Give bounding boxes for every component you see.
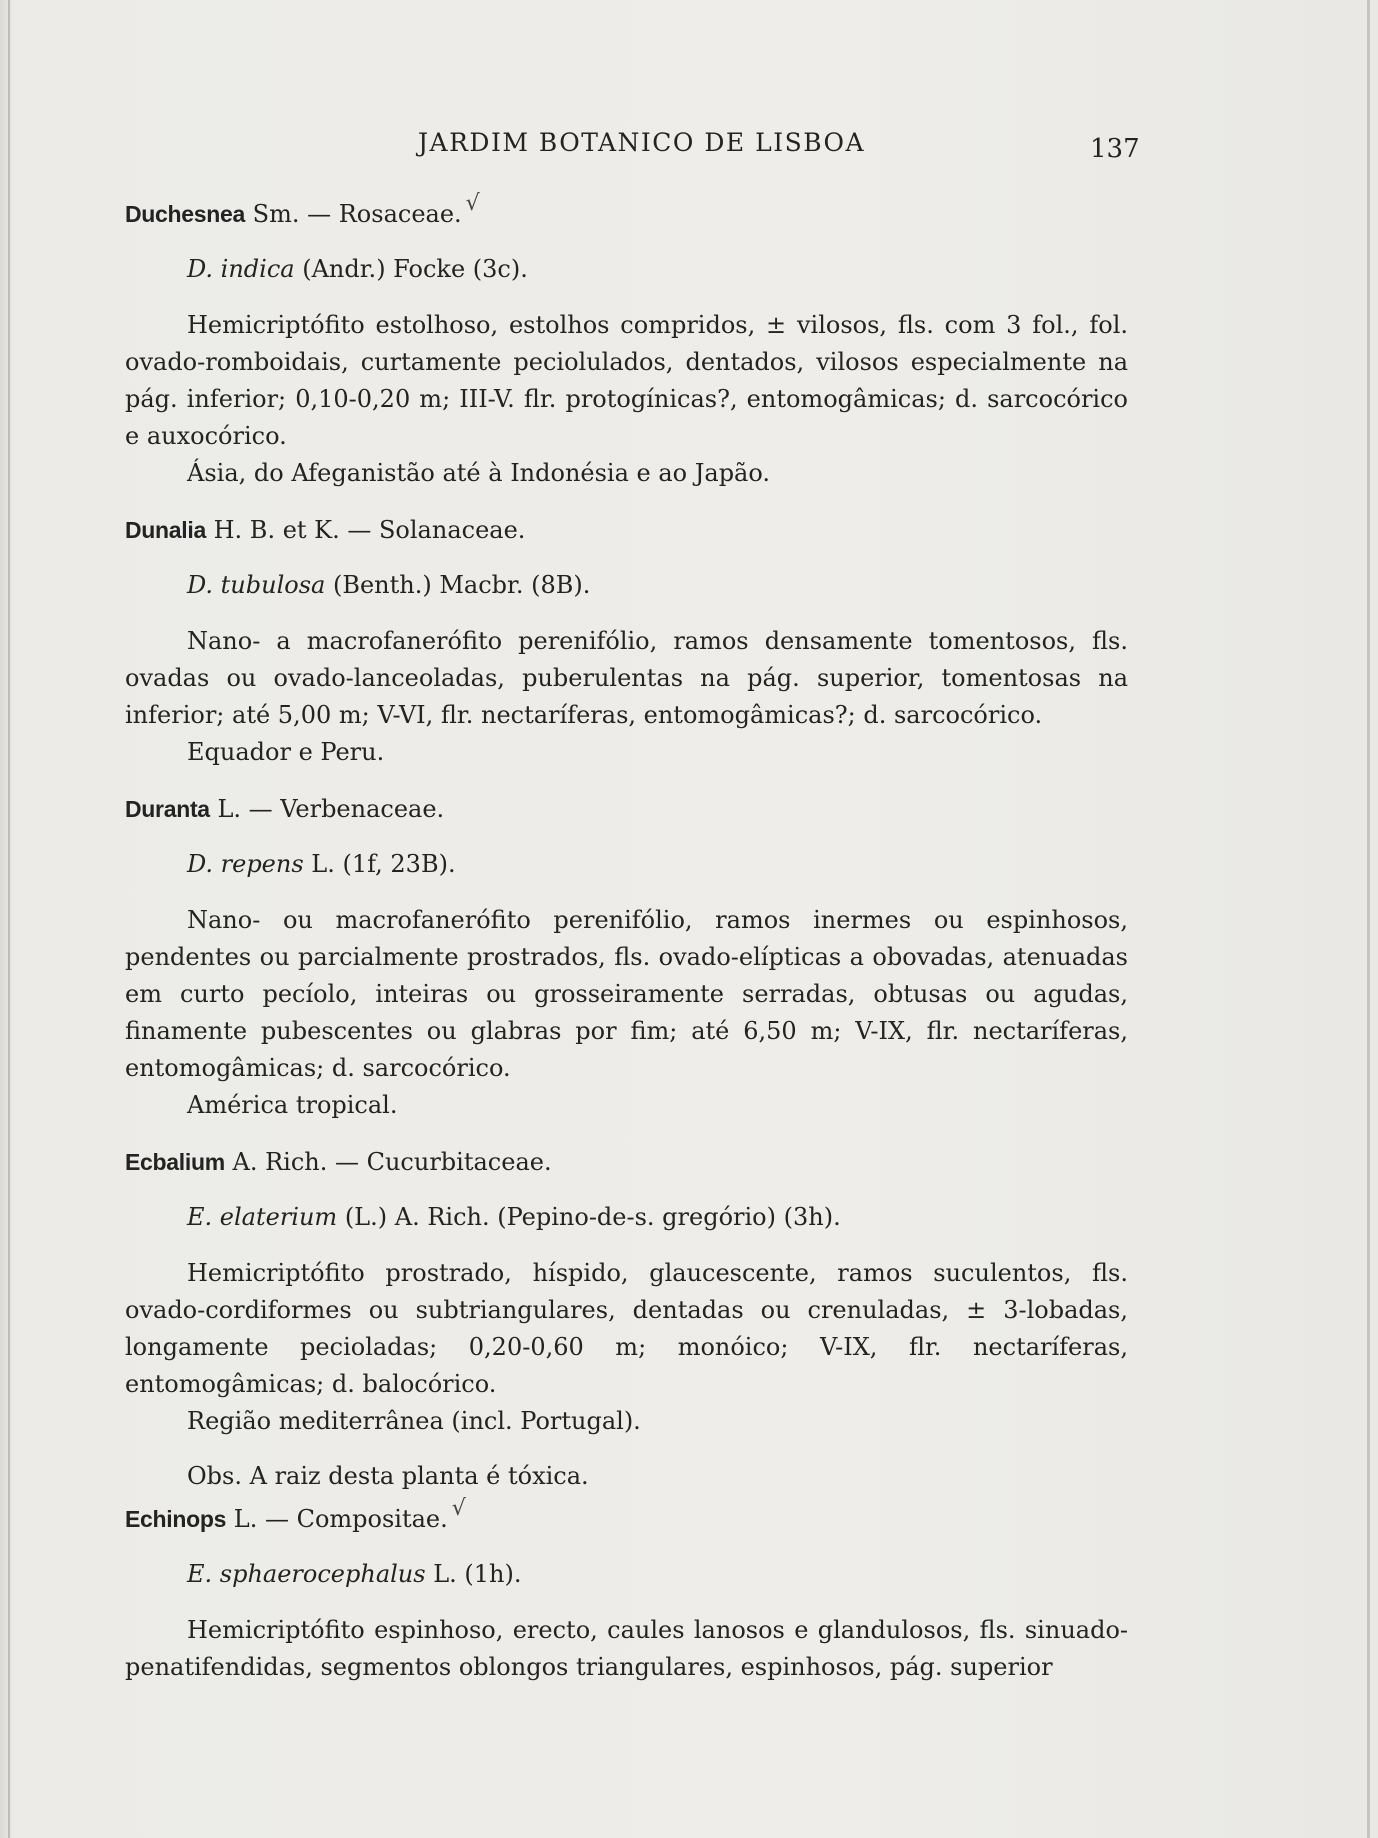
species-name: D. repens	[187, 850, 304, 878]
species-description: Nano- a macrofanerófito perenifólio, ramos densamente tomentosos, fls. ovadas ou ovado-lanceoladas, puberulentas na pág. superior, tomentosas na inferior; até 5,00 m; V-VI, flr. nectaríferas, entomogâmicas?; d. sarcocórico.	[125, 627, 1128, 729]
genus-heading	[125, 791, 1128, 828]
species-description: Hemicriptófito prostrado, híspido, glaucescente, ramos suculentos, fls. ovado-cordiformes ou subtriangulares, dentadas ou crenuladas, ± 3-lobadas, longamente pecioladas; 0,20-0,60 m; monóico; V-IX, flr. nectaríferas, entomogâmicas; d. balocórico.	[125, 1259, 1128, 1398]
species-name: D. tubulosa	[187, 571, 326, 599]
species-description: Hemicriptófito espinhoso, erecto, caules lanosos e glandulosos, fls. sinuado-penatifendidas, segmentos oblongos triangulares, espinhosos, pág. superior	[125, 1616, 1128, 1681]
page-content	[125, 191, 1128, 1686]
species-name: E. sphaerocephalus	[187, 1560, 426, 1588]
species-authority: L. (1f, 23B).	[303, 850, 456, 878]
species-authority: (Benth.) Macbr. (8B).	[325, 571, 591, 599]
genus-heading	[125, 1496, 1128, 1538]
species-description: Hemicriptófito estolhoso, estolhos compridos, ± vilosos, fls. com 3 fol., fol. ovado-romboidais, curtamente peciolulados, dentados, vilosos especialmente na pág. inferior; 0,10-0,20 m; III-V. flr. protogínicas?, entomogâmicas; d. sarcocórico e auxocórico.	[125, 311, 1128, 450]
entry-echinops	[125, 1496, 1128, 1686]
genus-heading	[125, 1144, 1128, 1181]
genus-name: Duchesnea	[125, 201, 246, 227]
species-description: Nano- ou macrofanerófito perenifólio, ramos inermes ou espinhosos, pendentes ou parcialmente prostrados, fls. ovado-elípticas a obovadas, atenuadas em curto pecíolo, inteiras ou grosseiramente serradas, obtusas ou agudas, finamente pubescentes ou glabras por fim; até 6,50 m; V-IX, flr. nectaríferas, entomogâmicas; d. sarcocórico.	[125, 906, 1128, 1082]
genus-authority: H. B. et K. — Solanaceae.	[205, 516, 526, 544]
genus-name: Ecbalium	[125, 1149, 225, 1175]
genus-name: Dunalia	[125, 517, 206, 543]
species-authority: (L.) A. Rich. (Pepino-de-s. gregório) (3h).	[337, 1203, 841, 1231]
species-heading	[187, 846, 1128, 883]
species-heading	[187, 567, 1128, 604]
header-title: JARDIM BOTANICO DE LISBOA	[418, 128, 866, 157]
species-authority: L. (1h).	[425, 1560, 522, 1588]
genus-name: Duranta	[125, 796, 210, 822]
entry-ecbalium	[125, 1144, 1128, 1495]
species-name: E. elaterium	[187, 1203, 338, 1231]
genus-authority: A. Rich. — Cucurbitaceae.	[224, 1148, 552, 1176]
species-heading	[187, 1199, 1128, 1236]
distribution: Região mediterrânea (incl. Portugal).	[187, 1407, 641, 1435]
entry-dunalia	[125, 512, 1128, 771]
checkmark-icon: √	[465, 191, 480, 216]
observation-note: Obs. A raiz desta planta é tóxica.	[187, 1462, 589, 1490]
distribution: América tropical.	[187, 1091, 398, 1119]
genus-name: Echinops	[125, 1506, 227, 1532]
distribution: Ásia, do Afeganistão até à Indonésia e ao Japão.	[187, 459, 771, 487]
page-edge-left	[8, 0, 10, 1838]
genus-heading	[125, 191, 1128, 233]
distribution: Equador e Peru.	[187, 738, 385, 766]
entry-duranta	[125, 791, 1128, 1124]
genus-authority: L. — Compositae.	[226, 1505, 448, 1533]
species-authority: (Andr.) Focke (3c).	[294, 255, 528, 283]
genus-authority: L. — Verbenaceae.	[209, 795, 445, 823]
genus-heading	[125, 512, 1128, 549]
running-header	[0, 128, 1378, 168]
genus-authority: Sm. — Rosaceae.	[245, 200, 462, 228]
species-heading	[187, 1556, 1128, 1593]
species-name: D. indica	[187, 255, 295, 283]
page-edge-right	[1367, 0, 1370, 1838]
checkmark-icon: √	[451, 1496, 466, 1521]
entry-duchesnea	[125, 191, 1128, 492]
page-number: 137	[1090, 134, 1140, 164]
species-heading	[187, 251, 1128, 288]
